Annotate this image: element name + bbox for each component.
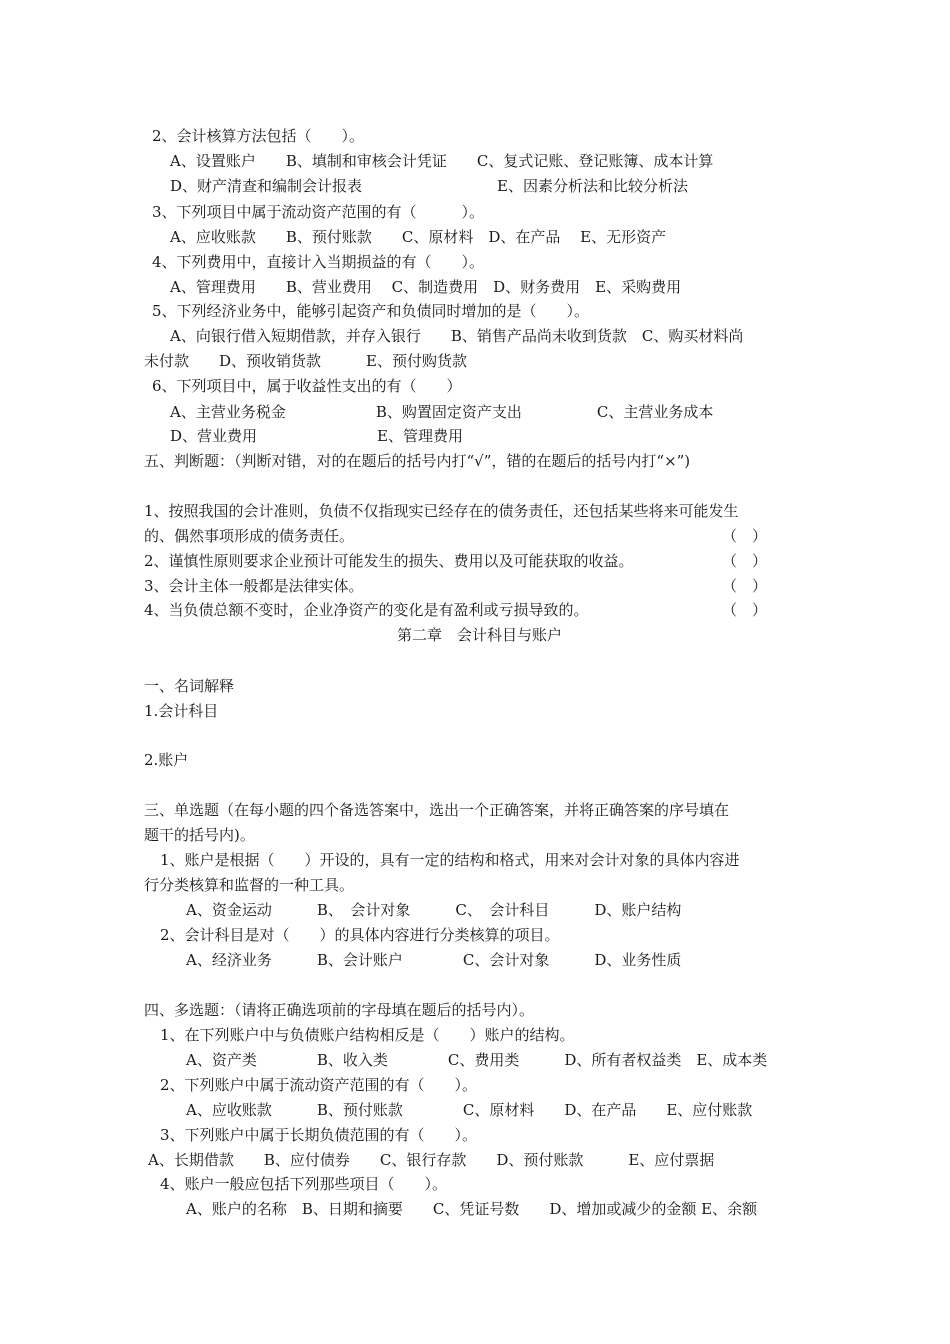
chapter-title: 第二章 会计科目与账户: [397, 626, 563, 644]
judgment-2: 2、谨慎性原则要求企业预计可能发生的损失、费用以及可能获取的收益。: [144, 552, 634, 570]
question-6-stem: 6、下列项目中，属于收益性支出的有（ ）: [152, 377, 462, 395]
judgment-1-line-2: 的、偶然事项形成的债务责任。: [144, 527, 355, 545]
question-2-stem: 2、会计核算方法包括（ ）。: [152, 127, 365, 145]
term-2: 2.账户: [144, 751, 189, 769]
question-5-options-line-2: 未付款 D、预收销货款 E、预付购货款: [144, 352, 467, 370]
multi-1-stem: 1、在下列账户中与负债账户结构相反是（ ）账户的结构。: [160, 1026, 575, 1044]
multi-3-stem: 3、下列账户中属于长期负债范围的有（ ）。: [160, 1126, 478, 1144]
multi-4-options: A、账户的名称 B、日期和摘要 C、凭证号数 D、增加或减少的金额 E、余额: [186, 1200, 758, 1218]
question-3-stem: 3、下列项目中属于流动资产范围的有（ ）。: [152, 203, 485, 221]
answer-bracket: （ ）: [722, 527, 768, 545]
section-3-heading-line-2: 题干的括号内)。: [144, 826, 255, 844]
question-2-options-line-1: A、设置账户 B、填制和审核会计凭证 C、复式记账、登记账簿、成本计算: [170, 152, 714, 170]
term-1: 1.会计科目: [144, 702, 219, 720]
single-1-stem-line-2: 行分类核算和监督的一种工具。: [144, 876, 355, 894]
section-1-heading: 一、名词解释: [144, 677, 235, 695]
section-4-heading: 四、多选题：（请将正确选项前的字母填在题后的括号内）。: [144, 1001, 535, 1019]
multi-4-stem: 4、账户一般应包括下列那些项目（ ）。: [160, 1175, 448, 1193]
section-5-heading: 五、判断题：（判断对错，对的在题后的括号内打“√”，错的在题后的括号内打“×”): [144, 452, 691, 470]
question-5-options-line-1: A、向银行借入短期借款，并存入银行 B、销售产品尚未收到货款 C、购买材料尚: [170, 327, 744, 345]
question-4-stem: 4、下列费用中，直接计入当期损益的有（ ）。: [152, 253, 485, 271]
judgment-3: 3、会计主体一般都是法律实体。: [144, 577, 364, 595]
single-2-stem: 2、会计科目是对（ ）的具体内容进行分类核算的项目。: [160, 926, 560, 944]
answer-bracket: （ ）: [722, 577, 768, 595]
single-1-stem-line-1: 1、账户是根据（ ）开设的，具有一定的结构和格式，用来对会计对象的具体内容进: [160, 851, 740, 869]
question-6-options-line-1: A、主营业务税金 B、购置固定资产支出 C、主营业务成本: [170, 403, 714, 421]
question-3-options: A、应收账款 B、预付账款 C、原材料 D、在产品 E、无形资产: [170, 228, 667, 246]
single-2-options: A、经济业务 B、会计账户 C、会计对象 D、业务性质: [186, 951, 682, 969]
question-6-options-line-2: D、营业费用 E、管理费用: [170, 427, 463, 445]
question-5-stem: 5、下列经济业务中，能够引起资产和负债同时增加的是（ ）。: [152, 302, 590, 320]
judgment-1-line-1: 1、按照我国的会计准则，负债不仅指现实已经存在的债务责任，还包括某些将来可能发生: [144, 502, 739, 520]
multi-2-stem: 2、下列账户中属于流动资产范围的有（ ）。: [160, 1076, 478, 1094]
single-1-options: A、资金运动 B、 会计对象 C、 会计科目 D、账户结构: [186, 901, 682, 919]
section-3-heading-line-1: 三、单选题（在每小题的四个备选答案中，选出一个正确答案，并将正确答案的序号填在: [144, 801, 730, 819]
multi-3-options: A、长期借款 B、应付债券 C、银行存款 D、预付账款 E、应付票据: [148, 1151, 715, 1169]
question-2-options-line-2: D、财产清查和编制会计报表 E、因素分析法和比较分析法: [170, 177, 688, 195]
answer-bracket: （ ）: [722, 601, 768, 619]
answer-bracket: （ ）: [722, 552, 768, 570]
judgment-4: 4、当负债总额不变时，企业净资产的变化是有盈利或亏损导致的。: [144, 601, 589, 619]
question-4-options: A、管理费用 B、营业费用 C、制造费用 D、财务费用 E、采购费用: [170, 278, 682, 296]
multi-2-options: A、应收账款 B、预付账款 C、原材料 D、在产品 E、应付账款: [186, 1101, 753, 1119]
multi-1-options: A、资产类 B、收入类 C、费用类 D、所有者权益类 E、成本类: [186, 1051, 768, 1069]
